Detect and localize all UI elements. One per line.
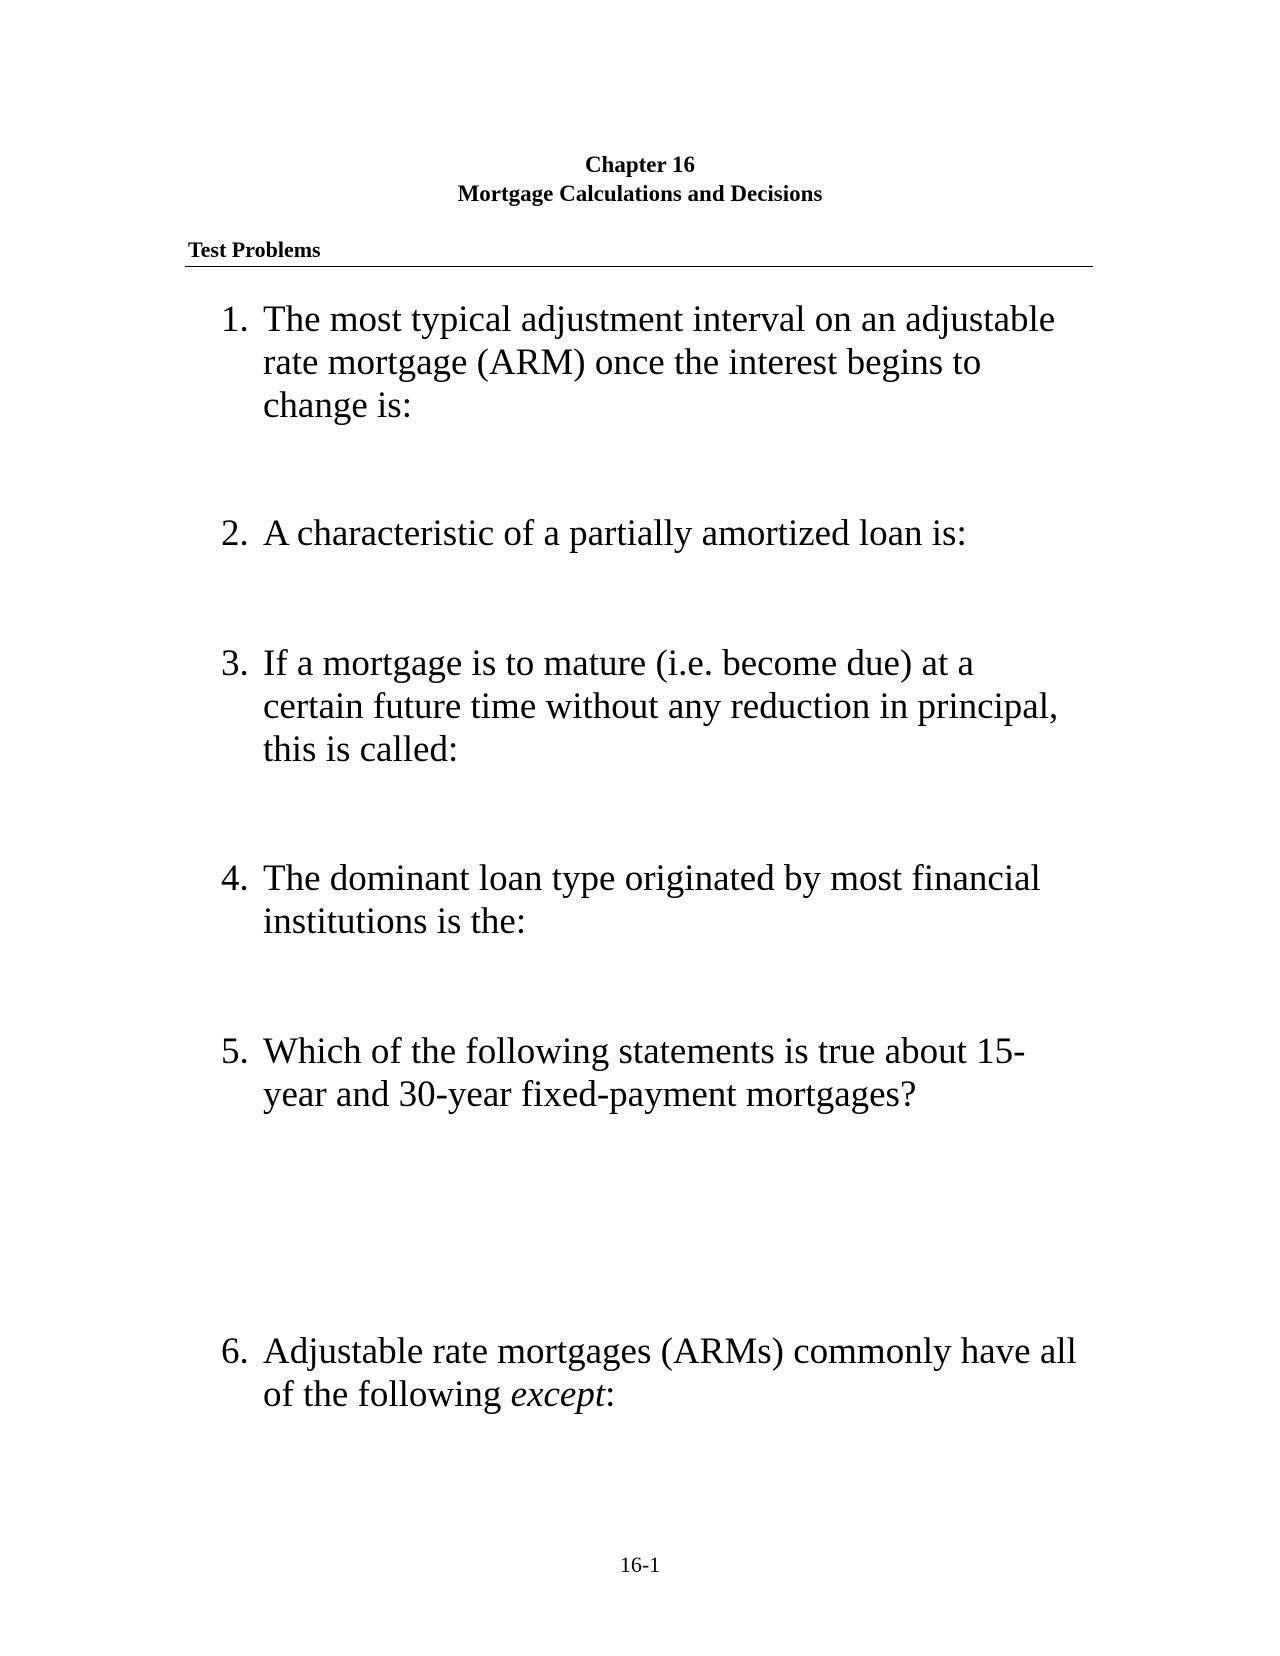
question-line: The most typical adjustment interval on an adjustable	[263, 299, 1056, 340]
question-line: If a mortgage is to mature (i.e. become due) at a	[263, 643, 974, 684]
question-line: institutions is the:	[263, 901, 527, 942]
question-text	[263, 298, 1093, 427]
question-line: this is called:	[263, 729, 459, 770]
question-text	[263, 512, 1093, 555]
question-text	[263, 1330, 1093, 1416]
question-line: certain future time without any reduction in principal,	[263, 686, 1059, 727]
question-line: Which of the following statements is true about 15-	[263, 1031, 1026, 1072]
question-line: rate mortgage (ARM) once the interest begins to	[263, 342, 982, 383]
chapter-title: Mortgage Calculations and Decisions	[457, 181, 823, 206]
question-number: 1.	[221, 299, 249, 340]
question-line-prefix: of the following	[263, 1374, 511, 1415]
question-text	[263, 1030, 1093, 1116]
question-number: 2.	[221, 513, 249, 554]
page-number: 16-1	[619, 1552, 661, 1577]
question-line-suffix: :	[605, 1374, 616, 1415]
question-text	[263, 642, 1093, 771]
section-divider	[185, 266, 1093, 267]
question-line: A characteristic of a partially amortized loan is:	[263, 513, 967, 554]
section-heading: Test Problems	[188, 237, 321, 262]
question-line: change is:	[263, 385, 412, 426]
emphasis-except: except	[510, 1374, 606, 1415]
question-line: year and 30-year fixed-payment mortgages?	[263, 1074, 917, 1115]
question-line	[263, 1373, 1093, 1416]
question-line: The dominant loan type originated by most financial	[263, 858, 1041, 899]
question-number: 3.	[221, 643, 249, 684]
question-text	[263, 857, 1093, 943]
chapter-heading: Chapter 16	[584, 152, 696, 177]
question-number: 6.	[221, 1331, 249, 1372]
question-line: Adjustable rate mortgages (ARMs) commonly have all	[263, 1331, 1077, 1372]
question-number: 5.	[221, 1031, 249, 1072]
question-number: 4.	[221, 858, 249, 899]
